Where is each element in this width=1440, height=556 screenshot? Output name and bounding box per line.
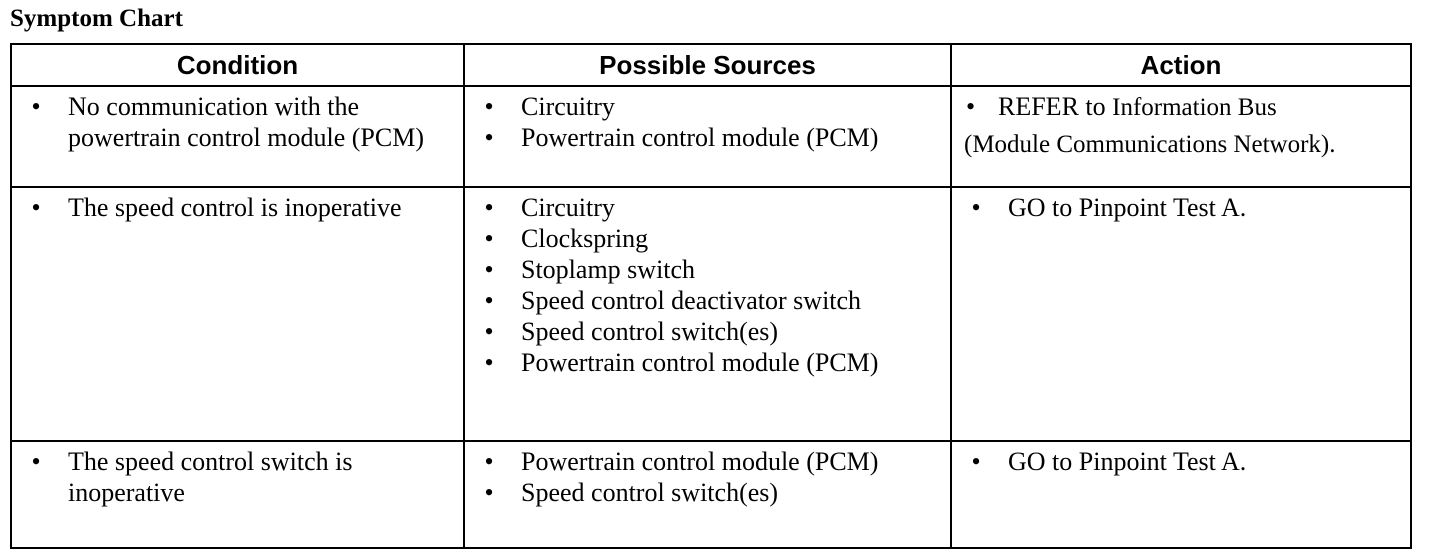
- action-cell: [951, 86, 1411, 187]
- table-row: [11, 86, 1411, 187]
- source-text: Speed control switch(es): [521, 317, 779, 346]
- bullet-icon: •: [966, 92, 976, 121]
- bullet-icon: •: [484, 447, 494, 476]
- list-item: [465, 192, 946, 223]
- list-item: [12, 446, 459, 508]
- header-possible-sources: Possible Sources: [464, 44, 951, 86]
- list-item: [952, 446, 1406, 477]
- source-text: Stoplamp switch: [521, 255, 696, 284]
- source-text: Powertrain control module (PCM): [521, 447, 879, 476]
- symptom-table: [10, 43, 1412, 549]
- bullet-icon: •: [971, 447, 981, 476]
- condition-cell: [11, 86, 464, 187]
- bullet-icon: •: [484, 255, 494, 284]
- list-item: [465, 122, 946, 153]
- sources-cell: [464, 187, 951, 441]
- list-item: [12, 91, 459, 153]
- header-action: Action: [951, 44, 1411, 86]
- list-item: [465, 254, 946, 285]
- sources-cell: [464, 441, 951, 548]
- action-text: GO to Pinpoint Test A.: [1008, 193, 1247, 222]
- header-condition: Condition: [11, 44, 464, 86]
- bullet-icon: •: [484, 478, 494, 507]
- action-cell: [951, 187, 1411, 441]
- list-item: [465, 347, 946, 378]
- condition-text: The speed control switch is inoperative: [68, 447, 353, 507]
- list-item: [465, 223, 946, 254]
- source-text: Powertrain control module (PCM): [521, 123, 879, 152]
- list-item: [952, 192, 1406, 223]
- action-lead: REFER to: [998, 92, 1106, 121]
- bullet-icon: •: [484, 317, 494, 346]
- header-row: [11, 44, 1411, 86]
- condition-cell: [11, 187, 464, 441]
- condition-cell: [11, 441, 464, 548]
- condition-text: No communication with the powertrain control module (PCM): [68, 92, 424, 152]
- list-item: [465, 477, 946, 508]
- bullet-icon: •: [484, 286, 494, 315]
- bullet-icon: •: [971, 193, 981, 222]
- source-text: Clockspring: [521, 224, 649, 253]
- action-reference: Information Bus: [1112, 94, 1277, 121]
- condition-text: The speed control is inoperative: [68, 193, 402, 222]
- bullet-icon: •: [484, 193, 494, 222]
- table-row: [11, 187, 1411, 441]
- bullet-icon: •: [484, 123, 494, 152]
- list-item: [465, 91, 946, 122]
- bullet-icon: •: [484, 224, 494, 253]
- bullet-icon: •: [31, 447, 41, 476]
- list-item: [465, 316, 946, 347]
- chart-title: Symptom Chart: [10, 5, 183, 32]
- list-item: [12, 192, 459, 223]
- action-continuation: (Module Communications Network).: [964, 131, 1336, 158]
- action-text: GO to Pinpoint Test A.: [1008, 447, 1247, 476]
- source-text: Speed control switch(es): [521, 478, 779, 507]
- list-item: [465, 446, 946, 477]
- source-text: Circuitry: [521, 92, 615, 121]
- action-text-block: [952, 87, 1410, 163]
- source-text: Powertrain control module (PCM): [521, 348, 879, 377]
- action-cell: [951, 441, 1411, 548]
- bullet-icon: •: [31, 92, 41, 121]
- bullet-icon: •: [484, 92, 494, 121]
- source-text: Circuitry: [521, 193, 615, 222]
- table-row: [11, 441, 1411, 548]
- bullet-icon: •: [484, 348, 494, 377]
- sources-cell: [464, 86, 951, 187]
- bullet-icon: •: [31, 193, 41, 222]
- list-item: [465, 285, 946, 316]
- source-text: Speed control deactivator switch: [521, 286, 862, 315]
